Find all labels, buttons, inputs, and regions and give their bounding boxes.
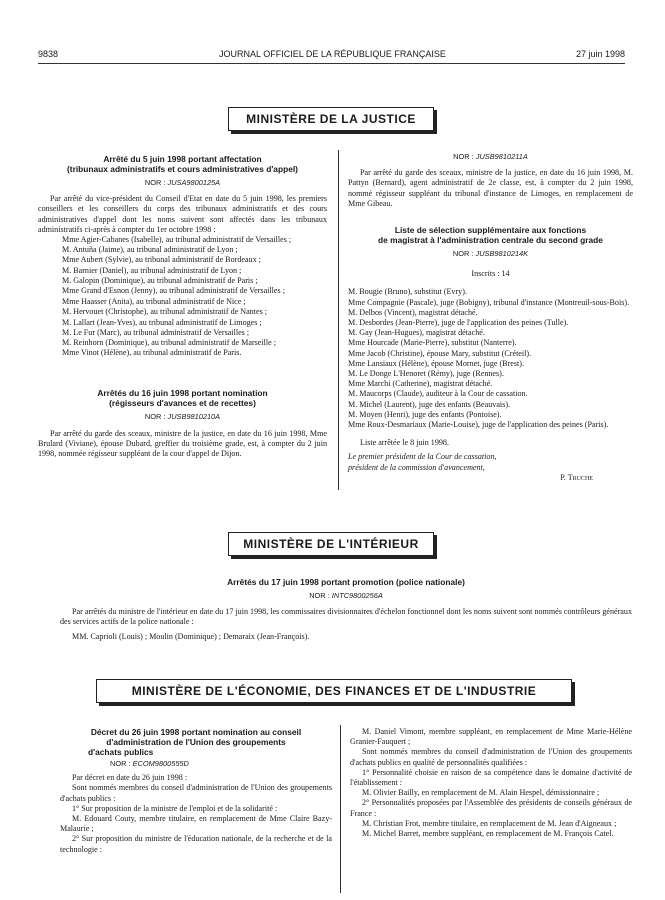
signature-line-2: président de la commission d'avancement, xyxy=(348,462,485,472)
regisseurs-text-2: Par arrêté du garde des sceaux, ministre de la justice, en date du 16 juin 1998, M. Pattyn (Bernard), agent administratif de 2e classe, est, à compter du 2 juin 1998, nommé régisseur suppléant du tribunal d'instance de Limoges, en remplacement de Mme Gibeau. xyxy=(348,168,633,208)
economy-right-p6: M. Christian Frot, membre titulaire, en remplacement de M. Jean d'Aigneaux ; xyxy=(362,818,617,828)
economy-right-p5: 2° Personnalités proposées par l'Assemblée des présidents de conseils généraux de France : xyxy=(350,798,632,818)
list-item: M. Bougie (Bruno), substitut (Evry). xyxy=(348,287,467,297)
regisseurs-section xyxy=(38,388,327,459)
regisseurs-title: Arrêtés du 16 juin 1998 portant nomination xyxy=(97,388,268,399)
affectation-subtitle: (tribunaux administratifs et cours administratives d'appel) xyxy=(67,164,298,174)
header-rule xyxy=(38,63,625,64)
ministry-justice-heading: MINISTÈRE DE LA JUSTICE xyxy=(228,107,434,131)
ministry-interior-heading: MINISTÈRE DE L'INTÉRIEUR xyxy=(228,532,434,556)
regisseurs-subtitle: (régisseurs d'avances et de recettes) xyxy=(109,398,256,409)
list-item: M. Moyen (Henri), juge des enfants (Pontoise). xyxy=(348,409,502,419)
affectation-title: Arrêté du 5 juin 1998 portant affectation xyxy=(103,154,262,164)
justice-right-column xyxy=(348,152,633,483)
economy-left-p3: 1° Sur proposition de la ministre de l'emploi et de la solidarité : xyxy=(72,803,278,813)
affectation-list-2 xyxy=(38,297,327,358)
list-item: Mme Roux-Desmariaux (Marie-Louise), juge de l'application des peines (Paris). xyxy=(348,420,609,430)
justice-left-column xyxy=(38,154,327,459)
selection-section xyxy=(348,225,633,483)
list-item: Mme Agier-Cabanes (Isabelle), au tribunal administratif de Versailles ; xyxy=(62,235,292,245)
economy-right-p2: Sont nommés membres du conseil d'administration de l'Union des groupements d'achats publics en qualité de personnalités qualifiées : xyxy=(350,747,632,767)
list-item: M. Le Fur (Marc), au tribunal administratif de Versailles ; xyxy=(62,327,250,337)
economy-right-p4: M. Olivier Bailly, en remplacement de M. Alain Hespel, démissionnaire ; xyxy=(362,788,600,798)
regisseurs-nor: NOR : JUSB9810210A xyxy=(144,412,221,422)
affectation-nor: NOR : JUSA9800125A xyxy=(144,178,221,187)
economy-title-2: d'administration de l'Union des groupements xyxy=(106,737,286,747)
list-item: Mme Compagnie (Pascale), juge (Bobigny), tribunal d'instance (Montreuil-sous-Bois). xyxy=(348,297,630,307)
selection-list xyxy=(348,287,633,430)
interior-text: Par arrêtés du ministre de l'intérieur en date du 17 juin 1998, les commissaires divisionnaires d'échelon fonctionnel dont les noms suivent sont nommés contrôleurs généraux des services actifs de la police nationale : xyxy=(60,607,632,627)
list-item: M. Maucorps (Claude), auditeur à la Cour de cassation. xyxy=(348,389,528,399)
list-item: M. Delbos (Vincent), magistrat détaché. xyxy=(348,307,478,317)
list-item: M. Barnier (Daniel), au tribunal administratif de Lyon ; xyxy=(62,265,242,275)
list-item: M. Lallart (Jean-Yves), au tribunal administratif de Limoges ; xyxy=(62,317,262,327)
regisseurs-nor-2: NOR : JUSB9810211A xyxy=(453,152,528,161)
list-item: M. Michel (Laurent), juge des enfants (Beauvais). xyxy=(348,399,511,409)
economy-right-p3: 1° Personnalité choisie en raison de sa compétence dans le domaine d'activité de l'établissement : xyxy=(350,767,632,788)
column-divider-economy xyxy=(340,725,341,893)
economy-nor: NOR : ECOM9800555D xyxy=(110,759,189,768)
economy-right-p7: M. Michel Barret, membre suppléant, en remplacement de M. François Catel. xyxy=(362,829,614,839)
economy-right-column xyxy=(350,727,632,839)
list-item: M. Le Donge L'Henoret (Rémy), juge (Rennes). xyxy=(348,369,504,379)
economy-left-p5: 2° Sur proposition du ministre de l'éducation nationale, de la recherche et de la technologie : xyxy=(60,834,332,854)
list-item: Mme Haasser (Anita), au tribunal administratif de Nice ; xyxy=(62,297,246,307)
interior-title: Arrêtés du 17 juin 1998 portant promotion (police nationale) xyxy=(227,577,465,587)
list-item: M. Antuña (Jaime), au tribunal administratif de Lyon ; xyxy=(62,245,238,255)
column-divider xyxy=(338,150,339,490)
list-item: M. Galopin (Dominique), au tribunal administratif de Paris ; xyxy=(62,275,258,285)
list-item: M. Gay (Jean-Hugues), magistrat détaché. xyxy=(348,328,485,338)
affectation-intro: Par arrêté du vice-président du Conseil d'Etat en date du 5 juin 1998, les premiers conseillers et les conseillers du corps des tribunaux administratifs et des cours administratives d'appel dont les noms suivent sont affectés dans les tribunaux administratifs ci-après à compter du 1er octobre 1998 : xyxy=(38,194,327,234)
selection-subtitle: de magistrat à l'administration centrale du second grade xyxy=(378,235,603,246)
interior-nor: NOR : INTC9800256A xyxy=(309,591,383,600)
selection-closing: Liste arrêtée le 8 juin 1998. xyxy=(360,438,449,448)
list-item: M. Hervouet (Christophe), au tribunal administratif de Nantes ; xyxy=(62,307,267,317)
selection-count: Inscrits : 14 xyxy=(471,269,510,279)
signature-name: P. Truche xyxy=(560,472,593,482)
interior-names: MM. Caprioli (Louis) ; Moulin (Dominique) ; Demaraix (Jean-François). xyxy=(72,631,310,641)
page-number: 9838 xyxy=(38,49,59,59)
header-date: 27 juin 1998 xyxy=(575,49,625,59)
affectation-list-1 xyxy=(38,235,327,296)
signature-line-1: Le premier président de la Cour de cassation, xyxy=(348,452,497,462)
economy-left-column xyxy=(60,727,332,855)
list-item: Mme Hourcade (Marie-Pierre), substitut (Nanterre). xyxy=(348,338,517,348)
list-item: Mme Lansiaux (Hélène), épouse Mornet, juge (Brest). xyxy=(348,358,524,368)
list-item: Mme Marchi (Catherine), magistrat détaché. xyxy=(348,379,493,389)
selection-nor: NOR : JUSB9810214K xyxy=(452,249,529,259)
list-item: Mme Grand d'Esnon (Jenny), au tribunal administratif de Versailles ; xyxy=(62,286,285,296)
list-item: M. Desbordes (Jean-Pierre), juge de l'application des peines (Tulle). xyxy=(348,318,569,328)
interior-section xyxy=(60,577,632,642)
economy-left-p1: Par décret en date du 26 juin 1998 : xyxy=(72,773,188,783)
selection-title: Liste de sélection supplémentaire aux fonctions xyxy=(394,225,587,236)
regisseurs-text: Par arrêté du garde des sceaux, ministre de la justice, en date du 16 juin 1998, Mme Brulard (Viviane), épouse Dubard, greffier du troisième grade, est, à compter du 2 juin 1998, nommée régisseur suppléant de la cour d'appel de Dijon. xyxy=(38,428,327,459)
economy-right-p1: M. Daniel Vimont, membre suppléant, en remplacement de Mme Marie-Hélène Granier-Fauquert ; xyxy=(350,727,632,747)
list-item: Mme Aubert (Sylvie), au tribunal administratif de Bordeaux ; xyxy=(62,255,261,265)
economy-title: Décret du 26 juin 1998 portant nomination au conseil xyxy=(90,727,302,737)
journal-title: JOURNAL OFFICIEL DE LA RÉPUBLIQUE FRANÇAISE xyxy=(219,49,446,59)
economy-title-3: d'achats publics xyxy=(88,747,154,757)
list-item: Mme Jacob (Christine), épouse Mary, substitut (Créteil). xyxy=(348,348,532,358)
list-item: M. Reinhorn (Dominique), au tribunal administratif de Marseille ; xyxy=(62,338,276,348)
economy-left-p4: M. Edouard Couty, membre titulaire, en remplacement de Mme Claire Bazy-Malaurie ; xyxy=(60,814,332,834)
ministry-economy-heading: MINISTÈRE DE L'ÉCONOMIE, DES FINANCES ET DE L'INDUSTRIE xyxy=(96,679,572,703)
economy-left-p2: Sont nommés membres du conseil d'administration de l'Union des groupements d'achats publics : xyxy=(60,783,332,803)
list-item: Mme Vinot (Hélène), au tribunal administratif de Paris. xyxy=(62,348,242,358)
